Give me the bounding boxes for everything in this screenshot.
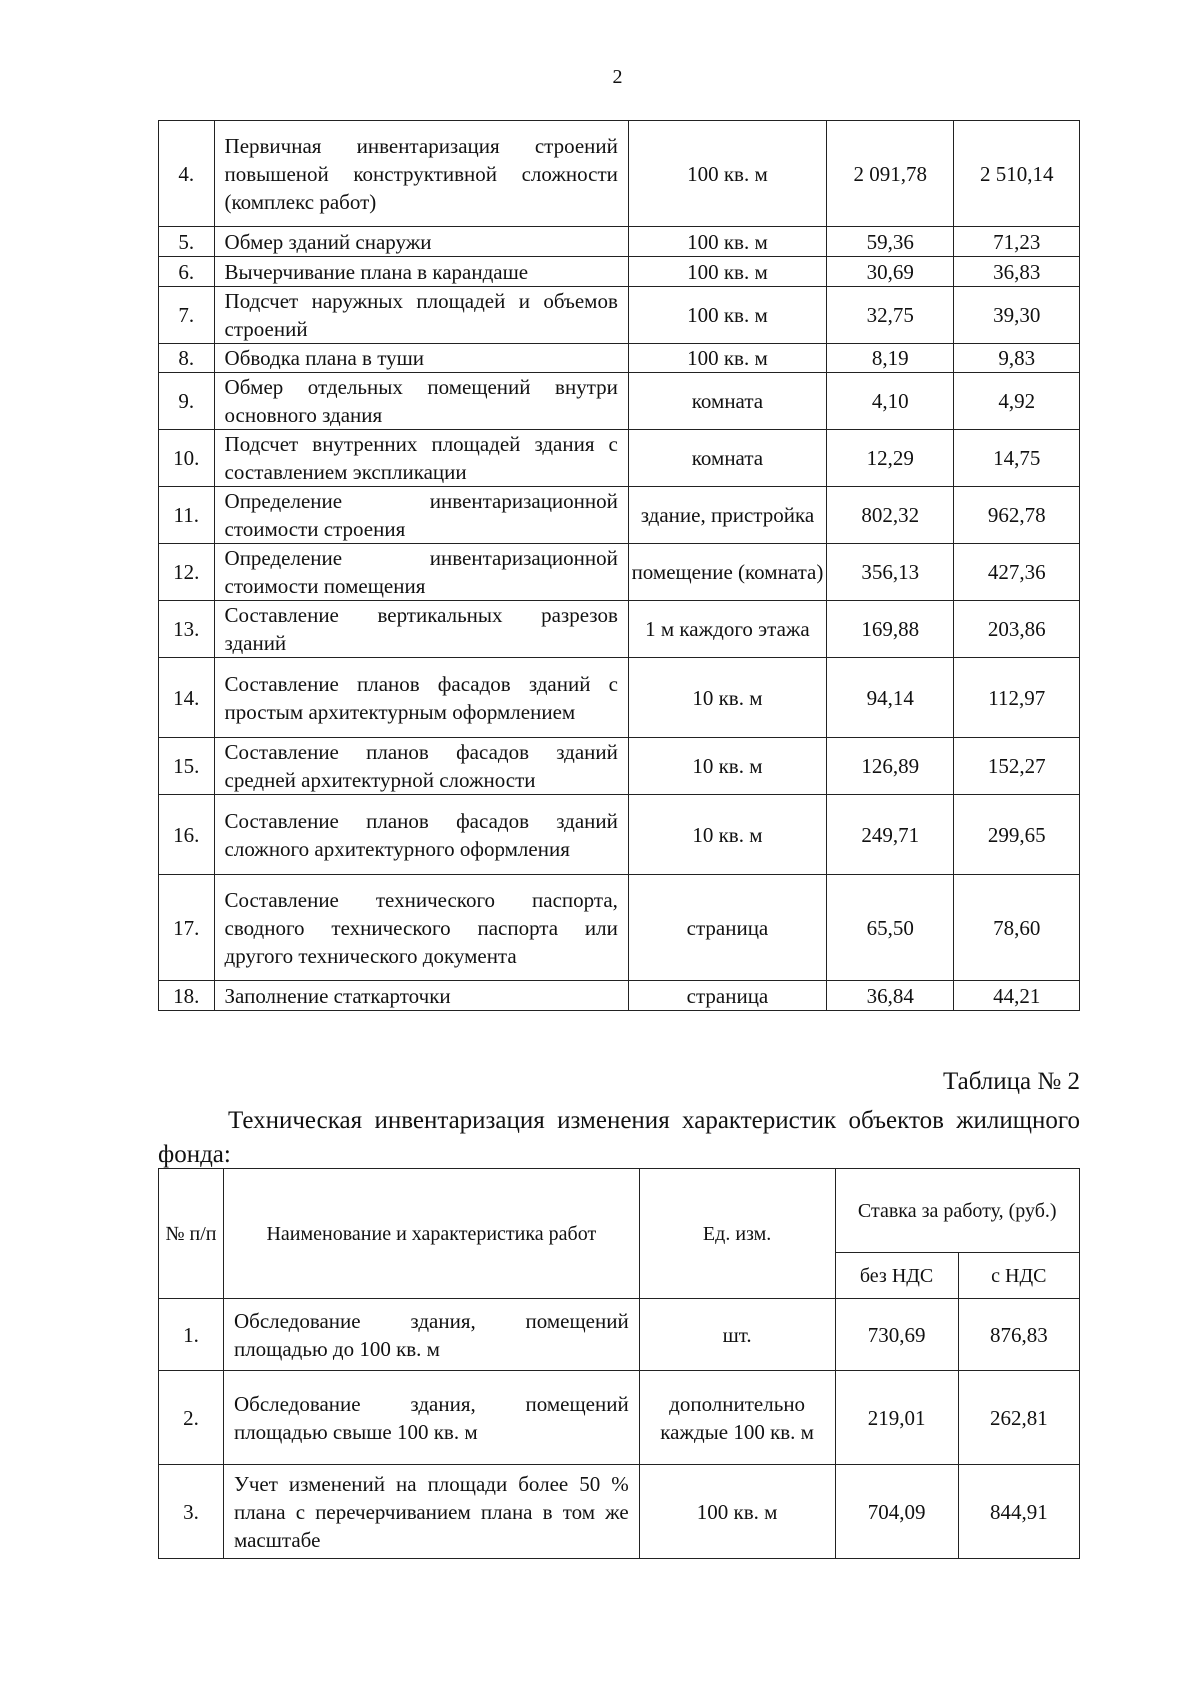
rate-without-vat: 4,10 <box>827 373 954 430</box>
table-row <box>159 487 1080 544</box>
rate-with-vat: 39,30 <box>954 287 1080 344</box>
rate-without-vat: 249,71 <box>827 795 954 875</box>
rate-with-vat: 299,65 <box>954 795 1080 875</box>
unit-of-measure: дополнительно каждые 100 кв. м <box>639 1371 835 1465</box>
work-name: Составление планов фасадов зданий средней архитектурной сложности <box>214 738 628 795</box>
row-number: 18. <box>159 981 215 1011</box>
table-row <box>159 601 1080 658</box>
work-name: Подсчет внутренних площадей здания с составлением экспликации <box>214 430 628 487</box>
rates-table-1 <box>158 120 1080 1011</box>
table-row <box>159 430 1080 487</box>
work-name: Заполнение статкарточки <box>214 981 628 1011</box>
work-name: Обследование здания, помещений площадью свыше 100 кв. м <box>223 1371 639 1465</box>
row-number: 16. <box>159 795 215 875</box>
unit-of-measure: 100 кв. м <box>628 287 826 344</box>
header-rate: Ставка за работу, (руб.) <box>835 1169 1079 1253</box>
header-with-vat: с НДС <box>958 1253 1079 1299</box>
table-row <box>159 738 1080 795</box>
rate-with-vat: 152,27 <box>954 738 1080 795</box>
unit-of-measure: 10 кв. м <box>628 738 826 795</box>
unit-of-measure: помещение (комната) <box>628 544 826 601</box>
work-name: Вычерчивание плана в карандаше <box>214 257 628 287</box>
rate-without-vat: 30,69 <box>827 257 954 287</box>
header-name: Наименование и характеристика работ <box>223 1169 639 1299</box>
unit-of-measure: 1 м каждого этажа <box>628 601 826 658</box>
rate-with-vat: 203,86 <box>954 601 1080 658</box>
table-row <box>159 875 1080 981</box>
rate-without-vat: 219,01 <box>835 1371 958 1465</box>
row-number: 4. <box>159 121 215 227</box>
row-number: 11. <box>159 487 215 544</box>
rate-without-vat: 730,69 <box>835 1299 958 1371</box>
rate-with-vat: 9,83 <box>954 344 1080 373</box>
rate-without-vat: 8,19 <box>827 344 954 373</box>
row-number: 7. <box>159 287 215 344</box>
rate-with-vat: 962,78 <box>954 487 1080 544</box>
rate-with-vat: 14,75 <box>954 430 1080 487</box>
table-row <box>159 544 1080 601</box>
header-no-vat: без НДС <box>835 1253 958 1299</box>
row-number: 14. <box>159 658 215 738</box>
table-row <box>159 658 1080 738</box>
row-number: 10. <box>159 430 215 487</box>
row-number: 1. <box>159 1299 224 1371</box>
unit-of-measure: комната <box>628 430 826 487</box>
rate-with-vat: 262,81 <box>958 1371 1079 1465</box>
row-number: 5. <box>159 227 215 257</box>
rate-without-vat: 126,89 <box>827 738 954 795</box>
work-name: Составление вертикальных разрезов зданий <box>214 601 628 658</box>
table-row <box>159 981 1080 1011</box>
work-name: Составление планов фасадов зданий с простым архитектурным оформлением <box>214 658 628 738</box>
rate-with-vat: 876,83 <box>958 1299 1079 1371</box>
unit-of-measure: страница <box>628 875 826 981</box>
unit-of-measure: 10 кв. м <box>628 795 826 875</box>
table-row <box>159 344 1080 373</box>
rate-with-vat: 78,60 <box>954 875 1080 981</box>
work-name: Первичная инвентаризация строений повышеной конструктивной сложности (комплекс работ) <box>214 121 628 227</box>
table-row <box>159 1299 1080 1371</box>
table-row <box>159 795 1080 875</box>
work-name: Обмер зданий снаружи <box>214 227 628 257</box>
header-unit: Ед. изм. <box>639 1169 835 1299</box>
work-name: Составление планов фасадов зданий сложного архитектурного оформления <box>214 795 628 875</box>
work-name: Составление технического паспорта, сводного технического паспорта или другого технического документа <box>214 875 628 981</box>
rate-without-vat: 2 091,78 <box>827 121 954 227</box>
work-name: Обследование здания, помещений площадью до 100 кв. м <box>223 1299 639 1371</box>
unit-of-measure: 100 кв. м <box>628 344 826 373</box>
rate-without-vat: 32,75 <box>827 287 954 344</box>
table-row <box>159 1465 1080 1559</box>
table-2-caption: Таблица № 2 <box>942 1068 1080 1095</box>
rate-with-vat: 4,92 <box>954 373 1080 430</box>
unit-of-measure: 100 кв. м <box>628 121 826 227</box>
table-row <box>159 373 1080 430</box>
row-number: 3. <box>159 1465 224 1559</box>
work-name: Подсчет наружных площадей и объемов строений <box>214 287 628 344</box>
unit-of-measure: 100 кв. м <box>628 257 826 287</box>
work-name: Обводка плана в туши <box>214 344 628 373</box>
table-2-heading: Техническая инвентаризация изменения характеристик объектов жилищного фонда: <box>158 1107 1080 1168</box>
header-num: № п/п <box>159 1169 224 1299</box>
rate-with-vat: 112,97 <box>954 658 1080 738</box>
rate-without-vat: 802,32 <box>827 487 954 544</box>
row-number: 6. <box>159 257 215 287</box>
work-name: Обмер отдельных помещений внутри основного здания <box>214 373 628 430</box>
row-number: 17. <box>159 875 215 981</box>
rates-table-2 <box>158 1168 1080 1559</box>
rate-with-vat: 36,83 <box>954 257 1080 287</box>
work-name: Определение инвентаризационной стоимости строения <box>214 487 628 544</box>
unit-of-measure: 10 кв. м <box>628 658 826 738</box>
page-number: 2 <box>612 66 623 88</box>
rate-without-vat: 169,88 <box>827 601 954 658</box>
row-number: 12. <box>159 544 215 601</box>
table-row <box>159 227 1080 257</box>
rate-without-vat: 36,84 <box>827 981 954 1011</box>
table-row <box>159 121 1080 227</box>
rate-without-vat: 59,36 <box>827 227 954 257</box>
row-number: 15. <box>159 738 215 795</box>
row-number: 8. <box>159 344 215 373</box>
rate-with-vat: 427,36 <box>954 544 1080 601</box>
rate-without-vat: 704,09 <box>835 1465 958 1559</box>
table-row <box>159 287 1080 344</box>
unit-of-measure: шт. <box>639 1299 835 1371</box>
rate-with-vat: 844,91 <box>958 1465 1079 1559</box>
rate-with-vat: 71,23 <box>954 227 1080 257</box>
unit-of-measure: комната <box>628 373 826 430</box>
unit-of-measure: 100 кв. м <box>628 227 826 257</box>
unit-of-measure: здание, пристройка <box>628 487 826 544</box>
row-number: 9. <box>159 373 215 430</box>
rate-with-vat: 2 510,14 <box>954 121 1080 227</box>
table-row <box>159 1371 1080 1465</box>
unit-of-measure: страница <box>628 981 826 1011</box>
row-number: 13. <box>159 601 215 658</box>
table-row <box>159 257 1080 287</box>
rate-without-vat: 12,29 <box>827 430 954 487</box>
unit-of-measure: 100 кв. м <box>639 1465 835 1559</box>
rate-without-vat: 356,13 <box>827 544 954 601</box>
work-name: Определение инвентаризационной стоимости помещения <box>214 544 628 601</box>
rate-without-vat: 65,50 <box>827 875 954 981</box>
row-number: 2. <box>159 1371 224 1465</box>
rate-with-vat: 44,21 <box>954 981 1080 1011</box>
work-name: Учет изменений на площади более 50 % плана с перечерчиванием плана в том же масштабе <box>223 1465 639 1559</box>
rate-without-vat: 94,14 <box>827 658 954 738</box>
